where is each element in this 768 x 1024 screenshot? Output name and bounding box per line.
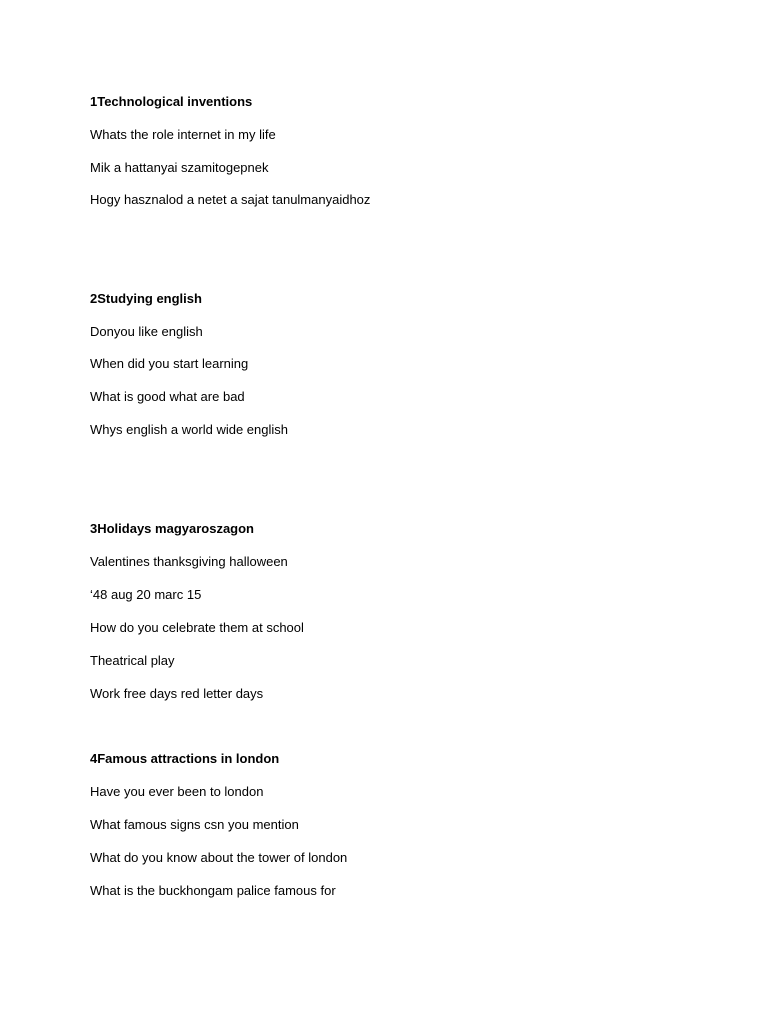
text-line: What do you know about the tower of london (90, 850, 348, 865)
text-line: How do you celebrate them at school (90, 620, 304, 635)
text-line: What is the buckhongam palice famous for (90, 883, 336, 898)
text-line: ‘48 aug 20 marc 15 (90, 587, 202, 602)
section-heading-famous-attractions: 4Famous attractions in london (90, 751, 280, 766)
section-heading-holidays: 3Holidays magyaroszagon (90, 521, 254, 536)
text-line: When did you start learning (90, 356, 249, 371)
text-line: Work free days red letter days (90, 686, 264, 701)
text-line: Mik a hattanyai szamitogepnek (90, 160, 269, 175)
text-line: Theatrical play (90, 653, 175, 668)
text-line: What famous signs csn you mention (90, 817, 299, 832)
text-line: Donyou like english (90, 324, 203, 339)
text-line: Have you ever been to london (90, 784, 264, 799)
text-line: Valentines thanksgiving halloween (90, 554, 288, 569)
text-line: Whys english a world wide english (90, 422, 288, 437)
text-line: What is good what are bad (90, 389, 245, 404)
text-line: Whats the role internet in my life (90, 127, 276, 142)
section-heading-studying-english: 2Studying english (90, 291, 202, 306)
text-line: Hogy hasznalod a netet a sajat tanulmanyaidhoz (90, 192, 371, 207)
section-heading-technological-inventions: 1Technological inventions (90, 94, 253, 109)
